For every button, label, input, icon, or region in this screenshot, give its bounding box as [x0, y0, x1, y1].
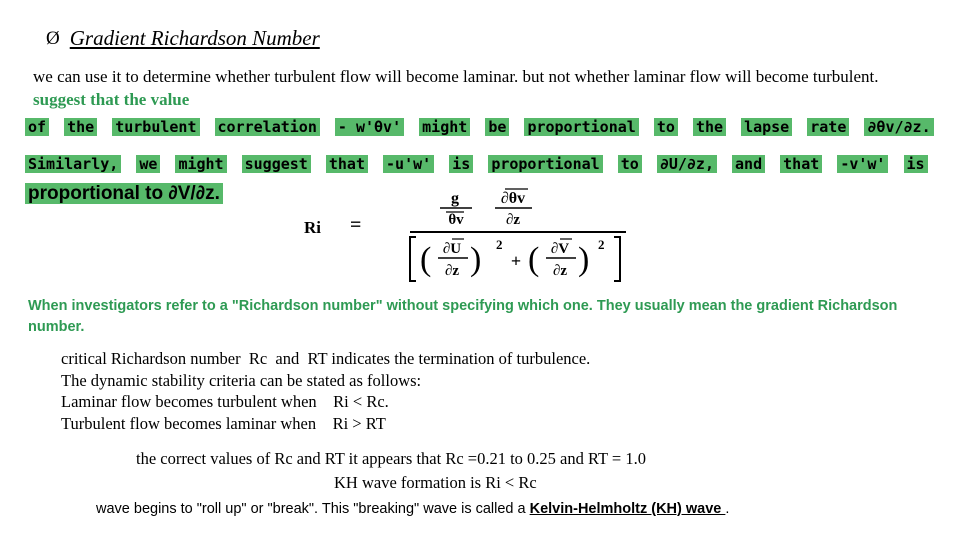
scan-word: lapse: [741, 118, 792, 136]
kh-wave-term: Kelvin-Helmholtz (KH) wave: [529, 501, 726, 517]
slide-title: [46, 26, 320, 51]
bullet-arrow-icon: Ø: [46, 27, 60, 49]
scan-word: -v'w': [837, 155, 888, 173]
critical-criteria-block: [61, 348, 590, 434]
scan-word: and: [732, 155, 765, 173]
criteria-line: critical Richardson number Rc and RT indicates the termination of turbulence.: [61, 349, 591, 368]
wave-description: [96, 501, 729, 517]
intro-paragraph: [33, 65, 933, 111]
scan-word: ∂θv/∂z.: [864, 118, 933, 136]
left-paren-1: (: [420, 241, 432, 278]
scan-word: to: [654, 118, 678, 136]
intro-highlight: suggest that the value: [33, 90, 190, 109]
intro-text: we can use it to determine whether turbulent flow will become laminar. but not whether laminar flow will become turbulent.: [33, 67, 879, 86]
formula-dz-1: ∂z: [444, 263, 460, 279]
scan-word: we: [136, 155, 160, 173]
wave-text: wave begins to "roll up" or "break". This "breaking" wave is called a: [96, 501, 530, 517]
scanned-line-3: [25, 183, 223, 205]
scan-word: rate: [807, 118, 849, 136]
scan-word: ∂U/∂z,: [657, 155, 717, 173]
scan-word: Similarly,: [25, 155, 121, 173]
values-line-1: the correct values of Rc and RT it appears that Rc =0.21 to 0.25 and RT = 1.0: [136, 449, 646, 468]
formula-dz-top: ∂z: [505, 212, 521, 228]
critical-values-block: [136, 447, 646, 495]
scan-word: proportional: [488, 155, 602, 173]
values-line-2: KH wave formation is Ri < Rc: [334, 473, 537, 492]
left-bracket: [410, 237, 416, 281]
formula-lhs: Ri: [304, 218, 321, 237]
scan-word: that: [326, 155, 368, 173]
formula-dV: ∂V: [550, 241, 570, 257]
formula-equals: =: [350, 214, 362, 236]
scan-word: is: [449, 155, 473, 173]
scan-word: turbulent: [112, 118, 199, 136]
exponent-2: 2: [598, 237, 605, 252]
exponent-1: 2: [496, 237, 503, 252]
left-paren-2: (: [528, 241, 540, 278]
scanned-line-1: [25, 118, 934, 136]
scan-word: the: [64, 118, 97, 136]
right-bracket: [614, 237, 620, 281]
formula-g: g: [451, 190, 459, 207]
richardson-formula: [400, 185, 640, 285]
right-paren-1: ): [470, 241, 482, 278]
scan-word: - w'θv': [335, 118, 404, 136]
scan-word: is: [904, 155, 928, 173]
scan-line-text: proportional to ∂V/∂z.: [25, 183, 223, 204]
scan-word: of: [25, 118, 49, 136]
formula-dtheta: ∂θv: [500, 190, 526, 207]
criteria-line: Laminar flow becomes turbulent when Ri < Rc.: [61, 392, 389, 411]
scan-word: to: [618, 155, 642, 173]
formula-plus: +: [510, 251, 522, 271]
criteria-line: Turbulent flow becomes laminar when Ri > RT: [61, 413, 386, 433]
formula-dU: ∂U: [442, 241, 462, 257]
scan-word: might: [175, 155, 226, 173]
title-text: Gradient Richardson Number: [69, 26, 320, 50]
investigators-note: When investigators refer to a "Richardson number" without specifying which one. They usually mean the gradient Richardson number.: [28, 298, 898, 335]
scan-word: proportional: [524, 118, 638, 136]
formula-theta: θv: [448, 212, 464, 228]
scan-word: correlation: [215, 118, 320, 136]
scan-word: might: [419, 118, 470, 136]
scanned-line-2: [25, 155, 928, 173]
wave-tail: .: [725, 501, 730, 517]
right-paren-2: ): [578, 241, 590, 278]
formula-dz-2: ∂z: [552, 263, 568, 279]
scan-word: -u'w': [383, 155, 434, 173]
scan-word: be: [485, 118, 509, 136]
scan-word: the: [693, 118, 726, 136]
scan-word: that: [780, 155, 822, 173]
scan-word: suggest: [242, 155, 311, 173]
criteria-line: The dynamic stability criteria can be stated as follows:: [61, 370, 422, 390]
